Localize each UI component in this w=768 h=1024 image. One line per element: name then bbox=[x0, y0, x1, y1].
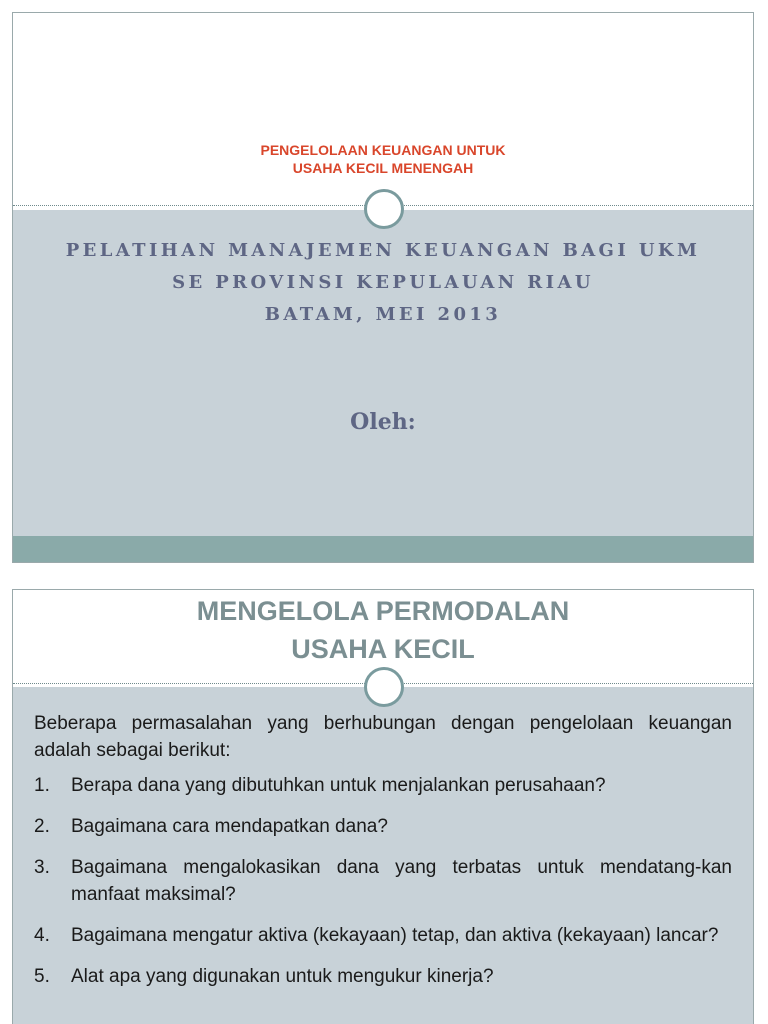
slide-2-title-line-1: MENGELOLA PERMODALAN bbox=[196, 596, 570, 626]
slide-2-body bbox=[34, 710, 732, 1004]
list-item-number: 5. bbox=[34, 966, 50, 987]
list-item-text: Alat apa yang digunakan untuk mengukur kinerja? bbox=[71, 966, 494, 987]
list-item bbox=[34, 772, 732, 799]
list-item-text: Bagaimana mengalokasikan dana yang terbatas untuk mendatang-kan manfaat maksimal? bbox=[71, 857, 732, 905]
slide-1-byline: Oleh: bbox=[350, 409, 416, 435]
circle-ornament-icon bbox=[364, 667, 404, 707]
list-item-text: Bagaimana mengatur aktiva (kekayaan) tetap, dan aktiva (kekayaan) lancar? bbox=[71, 925, 719, 946]
slide-1-title-line-2: USAHA KECIL MENENGAH bbox=[292, 160, 474, 176]
slide-1-title-line-1: PENGELOLAAN KEUANGAN UNTUK bbox=[260, 142, 506, 158]
list-item-number: 2. bbox=[34, 816, 50, 837]
slide-2-title bbox=[13, 592, 753, 668]
slide-1-title-area bbox=[13, 13, 753, 208]
slide-1-footer-bar bbox=[13, 536, 753, 563]
list-item bbox=[34, 854, 732, 908]
slide-1-subtitle-line-3: BATAM, MEI 2013 bbox=[264, 304, 502, 325]
list-item-text: Bagaimana cara mendapatkan dana? bbox=[71, 816, 388, 837]
slide-2 bbox=[12, 589, 754, 1024]
slide-1-title bbox=[13, 141, 753, 177]
slide-1 bbox=[12, 12, 754, 563]
list-item bbox=[34, 963, 732, 990]
slide-2-intro: Beberapa permasalahan yang berhubungan dengan pengelolaan keuangan adalah sebagai berikut: bbox=[34, 713, 732, 761]
list-item-number: 1. bbox=[34, 775, 50, 796]
slide-1-subtitle-line-1: PELATIHAN MANAJEMEN KEUANGAN BAGI UKM bbox=[65, 240, 701, 261]
slide-1-subtitle bbox=[13, 235, 753, 331]
slide-1-subtitle-line-2: SE PROVINSI KEPULAUAN RIAU bbox=[172, 272, 594, 293]
list-item-text: Berapa dana yang dibutuhkan untuk menjalankan perusahaan? bbox=[71, 775, 606, 796]
question-list bbox=[34, 772, 732, 990]
list-item bbox=[34, 813, 732, 840]
list-item-number: 3. bbox=[34, 857, 50, 878]
slide-2-title-line-2: USAHA KECIL bbox=[291, 634, 475, 664]
list-item bbox=[34, 922, 732, 949]
circle-ornament-icon bbox=[364, 189, 404, 229]
list-item-number: 4. bbox=[34, 925, 50, 946]
